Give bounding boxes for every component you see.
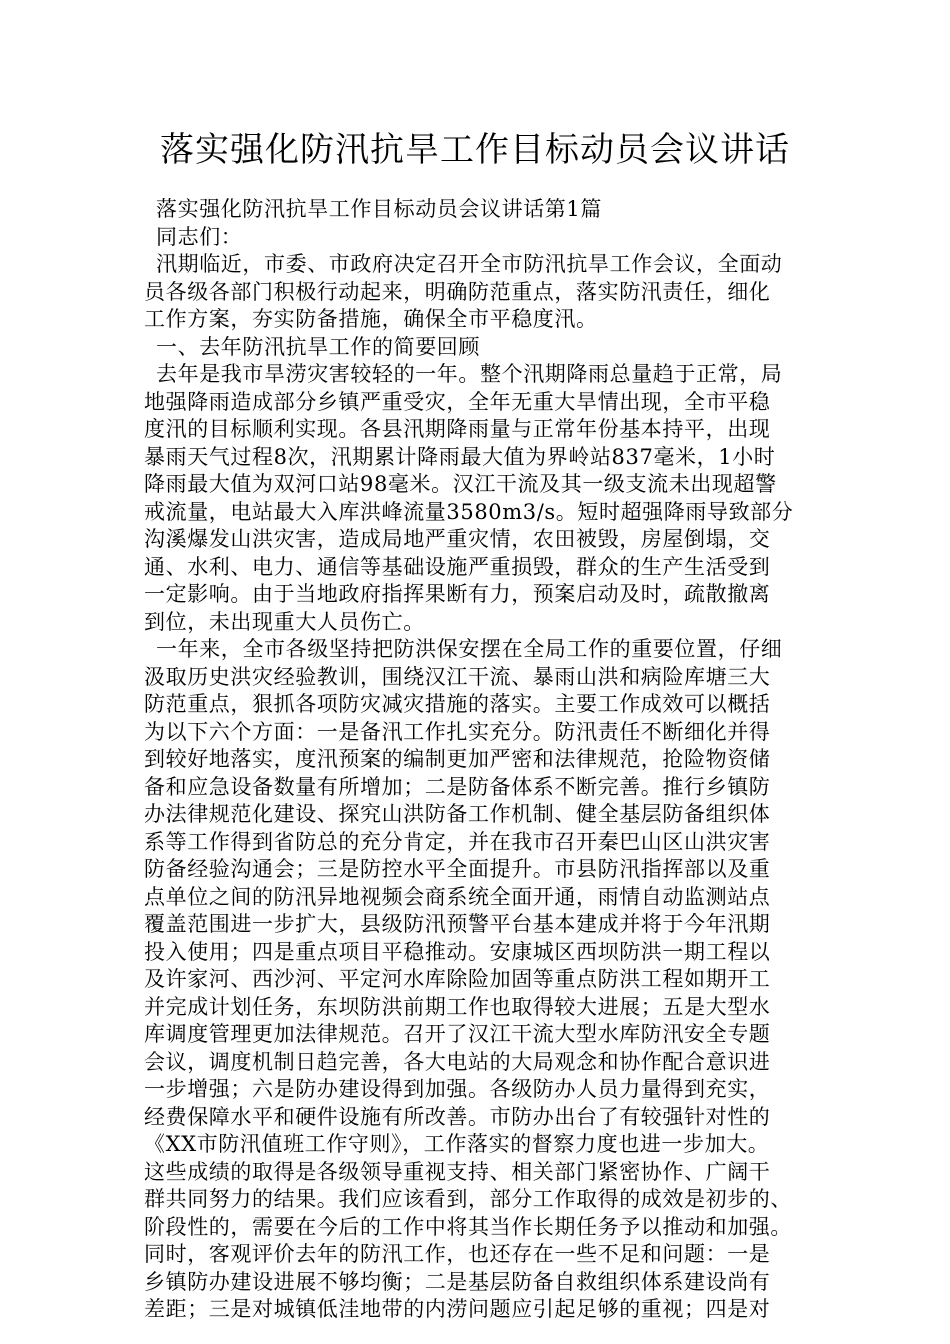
text-line: 防范重点，狠抓各项防灾减灾措施的落实。主要工作成效可以概括 — [144, 692, 771, 716]
text-line: 办法律规范化建设、探究山洪防备工作机制、健全基层防备组织体 — [144, 802, 771, 826]
text-line: 员各级各部门积极行动起来，明确防范重点，落实防汛责任，细化 — [144, 279, 771, 304]
text-line: 戒流量，电站最大入库洪峰流量3580m3/s。短时超强降雨导致部分 — [144, 499, 794, 524]
text-line: 阶段性的，需要在今后的工作中将其当作长期任务予以推动和加强。 — [144, 1214, 792, 1239]
text-line: 去年是我市旱涝灾害较轻的一年。整个汛期降雨总量趋于正常，局 — [156, 362, 783, 386]
text-line: 度汛的目标顺利实现。各县汛期降雨量与正常年份基本持平，出现 — [144, 417, 771, 441]
text-line: 乡镇防办建设进展不够均衡；二是基层防备自救组织体系建设尚有 — [144, 1269, 771, 1294]
text-line: 地强降雨造成部分乡镇严重受灾，全年无重大旱情出现，全市平稳 — [144, 389, 771, 414]
text-line: 到较好地落实，度汛预案的编制更加严密和法律规范，抢险物资储 — [144, 747, 771, 771]
document-title: 落实强化防汛抗旱工作目标动员会议讲话 — [160, 130, 790, 170]
text-line: 降雨最大值为双河口站98毫米。汉江干流及其一级支流未出现超警 — [144, 472, 777, 496]
text-line: 工作方案，夯实防备措施，确保全市平稳度汛。 — [144, 307, 598, 331]
text-line: 会议，调度机制日趋完善，各大电站的大局观念和协作配合意识进 — [144, 1049, 771, 1074]
text-line: 一步增强；六是防办建设得到加强。各级防办人员力量得到充实， — [144, 1077, 771, 1101]
text-line: 汲取历史洪灾经验教训，围绕汉江干流、暴雨山洪和病险库塘三大 — [144, 664, 771, 689]
document-body — [144, 196, 824, 1324]
text-line: 这些成绩的取得是各级领导重视支持、相关部门紧密协作、广阔干 — [144, 1159, 771, 1184]
text-line: 一、去年防汛抗旱工作的简要回顾 — [156, 334, 480, 359]
text-line: 并完成计划任务，东坝防洪前期工作也取得较大进展；五是大型水 — [144, 994, 771, 1019]
text-line: 库调度管理更加法律规范。召开了汉江干流大型水库防汛安全专题 — [144, 1022, 771, 1046]
text-line: 同时，客观评价去年的防汛工作，也还存在一些不足和问题：一是 — [144, 1242, 771, 1266]
text-line: 群共同努力的结果。我们应该看到，部分工作取得的成效是初步的、 — [144, 1187, 792, 1211]
text-line: 差距；三是对城镇低洼地带的内涝问题应引起足够的重视；四是对 — [144, 1297, 771, 1321]
text-line: 防备经验沟通会；三是防控水平全面提升。市县防汛指挥部以及重 — [144, 857, 771, 881]
text-line: 沟溪爆发山洪灾害，造成局地严重灾情，农田被毁，房屋倒塌，交 — [144, 527, 771, 551]
text-line: 投入使用；四是重点项目平稳推动。安康城区西坝防洪一期工程以 — [144, 939, 771, 964]
text-line: 一定影响。由于当地政府指挥果断有力，预案启动及时，疏散撤离 — [144, 582, 771, 606]
text-line: 同志们： — [156, 224, 243, 249]
text-line: 及许家河、西沙河、平定河水库除险加固等重点防洪工程如期开工 — [144, 967, 771, 991]
text-line: 覆盖范围进一步扩大，县级防汛预警平台基本建成并将于今年汛期 — [144, 912, 771, 936]
text-line: 一年来，全市各级坚持把防洪保安摆在全局工作的重要位置，仔细 — [156, 637, 783, 661]
text-line: 通、水利、电力、通信等基础设施严重损毁，群众的生产生活受到 — [144, 554, 771, 579]
text-line: 汛期临近，市委、市政府决定召开全市防汛抗旱工作会议，全面动 — [156, 252, 783, 276]
text-line: 到位，未出现重大人员伤亡。 — [144, 609, 425, 634]
text-line: 经费保障水平和硬件设施有所改善。市防办出台了有较强针对性的 — [144, 1104, 771, 1129]
text-line: 落实强化防汛抗旱工作目标动员会议讲话第1篇 — [156, 197, 602, 221]
text-line: 为以下六个方面：一是备汛工作扎实充分。防汛责任不断细化并得 — [144, 719, 771, 744]
text-line: 系等工作得到省防总的充分肯定，并在我市召开秦巴山区山洪灾害 — [144, 829, 771, 854]
text-line: 《XX市防汛值班工作守则》，工作落实的督察力度也进一步加大。 — [144, 1132, 770, 1156]
text-line: 点单位之间的防汛异地视频会商系统全面开通，雨情自动监测站点 — [144, 884, 771, 909]
text-line: 暴雨天气过程8次，汛期累计降雨最大值为界岭站837毫米，1小时 — [144, 444, 776, 469]
text-line: 备和应急设备数量有所增加；二是防备体系不断完善。推行乡镇防 — [144, 774, 771, 799]
